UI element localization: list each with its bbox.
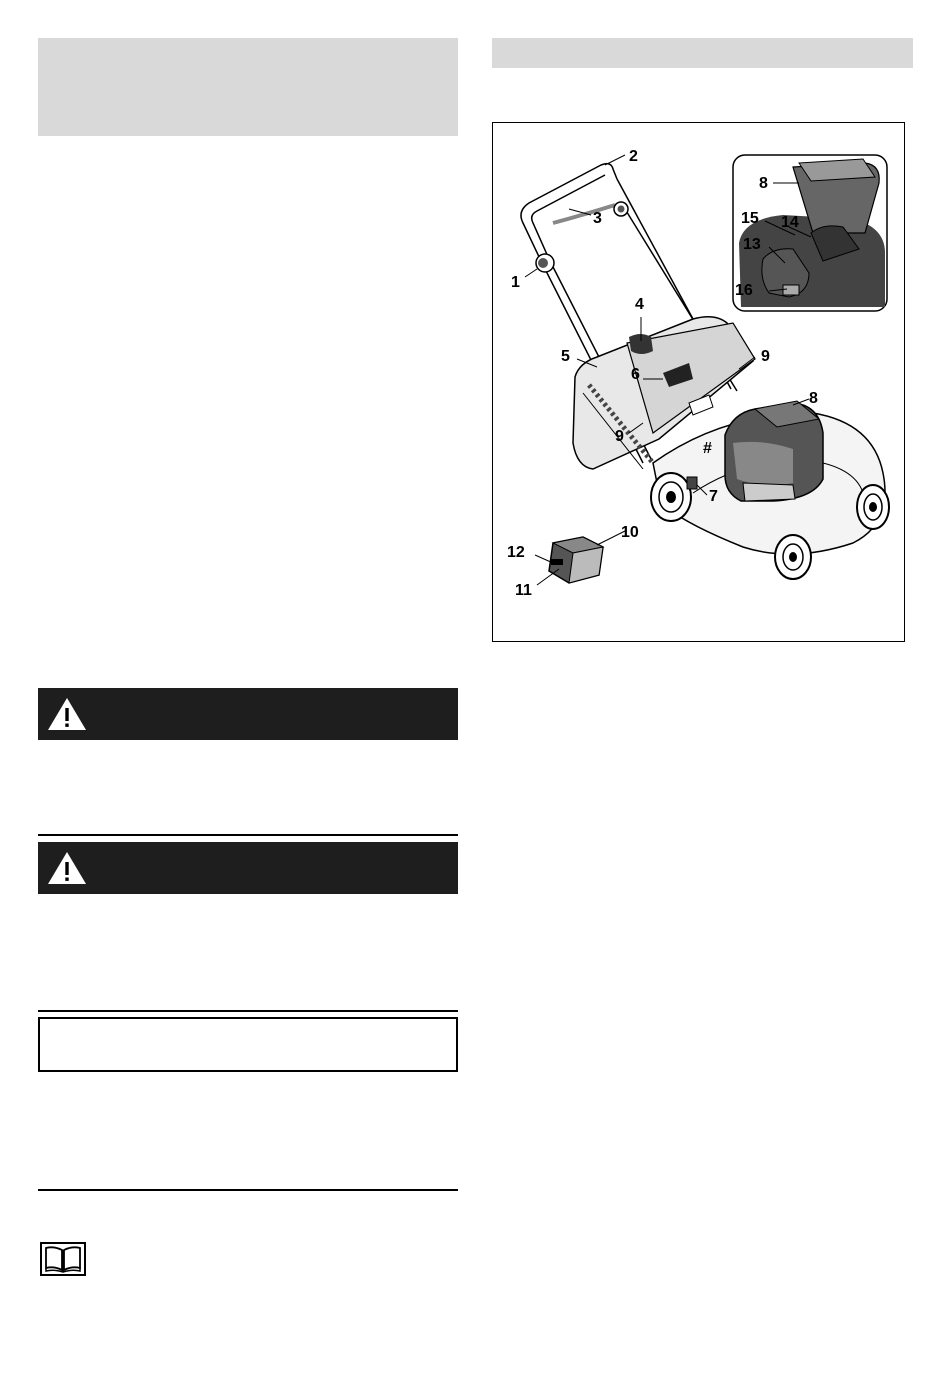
callout-8-main: 8 [809,390,818,407]
battery-compartment-inset [733,155,887,311]
warning-triangle-icon [45,695,89,733]
motor-housing [725,401,823,501]
divider-1 [38,834,458,836]
callout-15: 15 [741,210,759,227]
battery-pack [549,537,603,583]
mower-illustration [493,123,904,641]
callout-7: 7 [709,488,718,505]
callout-1: 1 [511,274,520,291]
callout-12: 12 [507,544,525,561]
callout-2: 2 [629,148,638,165]
warning-triangle-icon [45,849,89,887]
mower-figure [492,122,905,642]
callout-16: 16 [735,282,753,299]
callout-8-inset: 8 [759,175,768,192]
divider-2 [38,1010,458,1012]
callout-9-left: 9 [615,428,624,445]
callout-11: 11 [515,582,532,599]
callout-14: 14 [781,214,799,231]
left-section-header [38,38,458,136]
callout-4: 4 [635,296,644,313]
callout-3: 3 [593,210,602,227]
callout-6: 6 [631,366,640,383]
height-adjust-lever [687,477,697,489]
divider-3 [38,1189,458,1191]
callout-9-right: 9 [761,348,770,365]
warning-banner-2 [38,842,458,894]
callout-hash: # [703,440,712,457]
right-section-header [492,38,913,68]
callout-10: 10 [621,524,639,541]
warning-banner-1 [38,688,458,740]
callout-13: 13 [743,236,761,253]
callout-5: 5 [561,348,570,365]
open-book-icon [40,1242,86,1276]
notice-box [38,1017,458,1072]
